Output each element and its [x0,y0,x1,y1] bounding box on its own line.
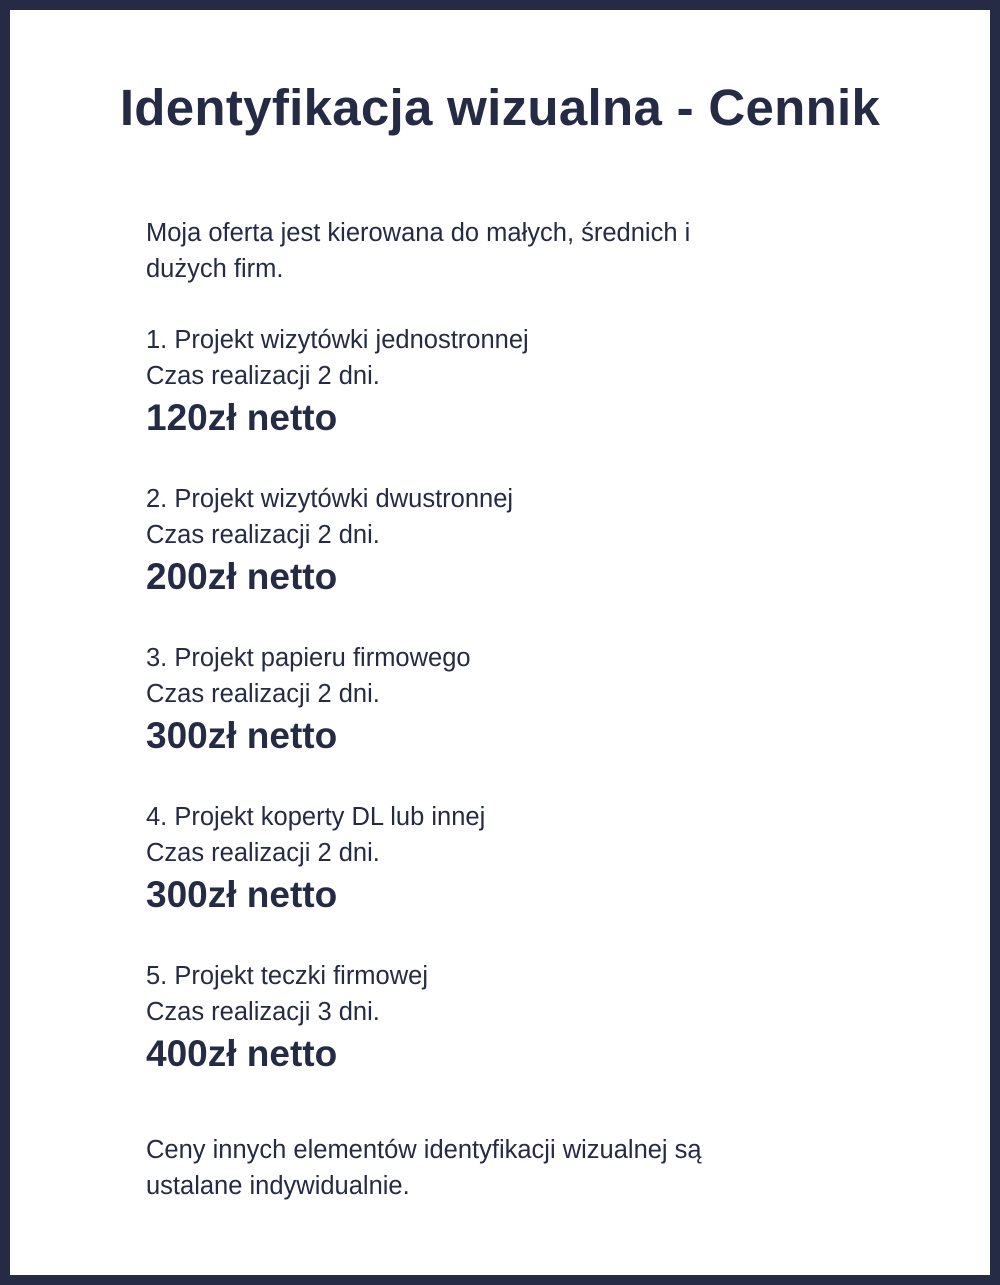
item-price: 400zł netto [146,1033,338,1074]
intro-text-line-2: dużych firm. [146,255,284,283]
item-name: 2. Projekt wizytówki dwustronnej [146,485,514,513]
intro-text-line-1: Moja oferta jest kierowana do małych, średnich i [146,219,691,247]
item-time: Czas realizacji 2 dni. [146,521,380,549]
item-name: 5. Projekt teczki firmowej [146,962,428,990]
item-time: Czas realizacji 2 dni. [146,362,380,390]
price-list-page [10,10,990,1275]
item-price: 120zł netto [146,397,338,438]
item-name: 4. Projekt koperty DL lub innej [146,803,486,831]
item-price: 300zł netto [146,874,338,915]
item-name: 3. Projekt papieru firmowego [146,644,471,672]
item-name: 1. Projekt wizytówki jednostronnej [146,326,529,354]
item-time: Czas realizacji 3 dni. [146,998,380,1026]
footer-note-line-1: Ceny innych elementów identyfikacji wizualnej są [146,1136,702,1164]
item-price: 300zł netto [146,715,338,756]
item-time: Czas realizacji 2 dni. [146,680,380,708]
item-price: 200zł netto [146,556,338,597]
page-title: Identyfikacja wizualna - Cennik [119,79,881,136]
item-time: Czas realizacji 2 dni. [146,839,380,867]
footer-note-line-2: ustalane indywidualnie. [146,1172,410,1200]
